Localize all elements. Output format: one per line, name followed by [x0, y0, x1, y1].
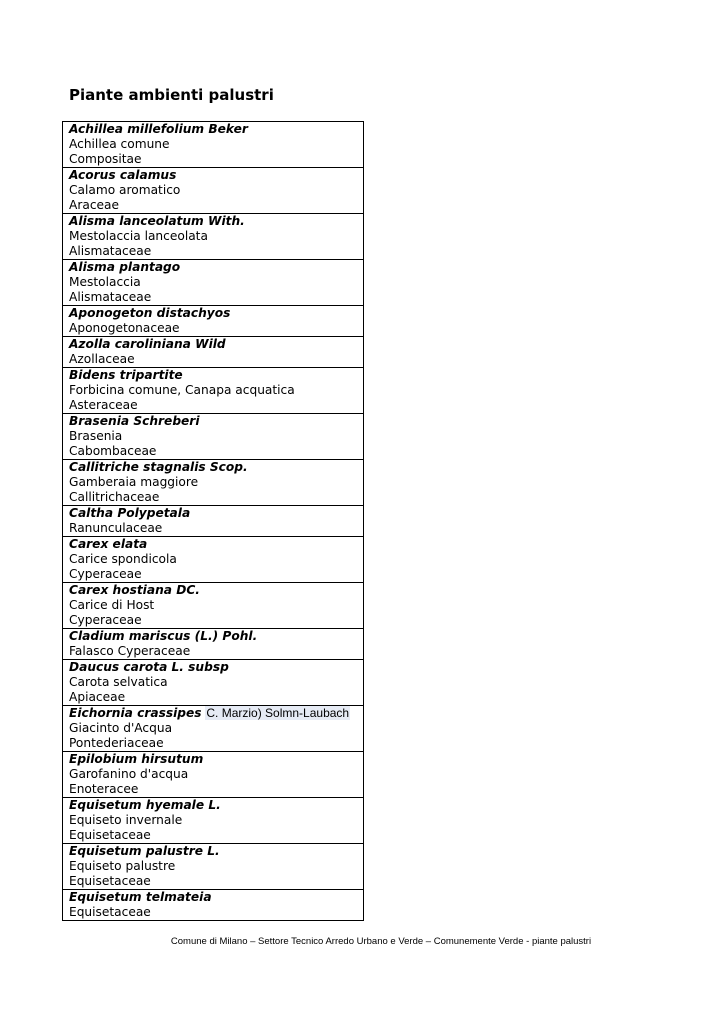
plant-common-name: Carice di Host — [69, 598, 155, 612]
plant-family: Falasco Cyperaceae — [69, 644, 191, 658]
plant-name-line — [69, 752, 363, 767]
plant-name-line — [69, 260, 363, 275]
plant-entry — [63, 336, 363, 367]
plant-common-name: Mestolaccia lanceolata — [69, 229, 208, 243]
plant-scientific-name: Epilobium hirsutum — [69, 752, 204, 766]
plant-family: Cabombaceae — [69, 444, 157, 458]
plant-family: Asteraceae — [69, 398, 138, 412]
plant-name-line — [69, 168, 363, 183]
plant-entry — [63, 843, 363, 889]
footer-text: Comune di Milano – Settore Tecnico Arredo Urbano e Verde – Comunemente Verde - piante palustri — [170, 936, 592, 947]
plant-entry — [63, 536, 363, 582]
plant-name-line — [69, 890, 363, 905]
plant-common-name: Equiseto invernale — [69, 813, 183, 827]
plant-entry — [63, 889, 363, 920]
plant-entry — [63, 628, 363, 659]
plant-name-line — [69, 629, 363, 644]
plant-family: Araceae — [69, 198, 119, 212]
plant-entry — [63, 305, 363, 336]
plant-family: Enoteracee — [69, 782, 139, 796]
plant-family: Cyperaceae — [69, 613, 142, 627]
plant-family: Equisetaceae — [69, 874, 151, 888]
plant-name-line — [69, 122, 363, 137]
plant-scientific-name: Carex elata — [69, 537, 148, 551]
plant-family: Apiaceae — [69, 690, 126, 704]
plant-family: Equisetaceae — [69, 905, 151, 919]
plant-common-name: Gamberaia maggiore — [69, 475, 199, 489]
plant-scientific-name: Equisetum hyemale L. — [69, 798, 221, 812]
plant-scientific-name: Eichornia crassipes — [69, 706, 202, 720]
plant-family: Cyperaceae — [69, 567, 142, 581]
plant-common-name: Equiseto palustre — [69, 859, 176, 873]
plant-scientific-name: Callitriche stagnalis Scop. — [69, 460, 248, 474]
plant-name-line — [69, 706, 363, 721]
plant-common-name: Calamo aromatico — [69, 183, 181, 197]
plant-common-name: Mestolaccia — [69, 275, 141, 289]
plant-family: Equisetaceae — [69, 828, 151, 842]
plant-entry — [63, 751, 363, 797]
plant-family: Alismataceae — [69, 290, 152, 304]
page-title: Piante ambienti palustri — [69, 86, 274, 104]
plant-scientific-name: Alisma plantago — [69, 260, 181, 274]
plant-family: Ranunculaceae — [69, 521, 163, 535]
plant-family: Pontederiaceae — [69, 736, 164, 750]
plant-entry — [63, 797, 363, 843]
plant-entry — [63, 413, 363, 459]
plant-scientific-name: Bidens tripartite — [69, 368, 183, 382]
plant-family: Aponogetonaceae — [69, 321, 180, 335]
plant-author-highlight: C. Marzio) Solmn-Laubach — [206, 706, 350, 720]
plant-scientific-name: Carex hostiana DC. — [69, 583, 200, 597]
plant-scientific-name: Cladium mariscus (L.) Pohl. — [69, 629, 258, 643]
plant-entry — [63, 167, 363, 213]
plant-entry — [63, 367, 363, 413]
plant-scientific-name: Caltha Polypetala — [69, 506, 191, 520]
plant-name-line — [69, 306, 363, 321]
plant-entry — [63, 705, 363, 751]
plant-name-line — [69, 798, 363, 813]
plant-name-line — [69, 660, 363, 675]
plant-entry — [63, 659, 363, 705]
plant-scientific-name: Aponogeton distachyos — [69, 306, 231, 320]
plant-name-line — [69, 460, 363, 475]
plant-common-name: Garofanino d'acqua — [69, 767, 189, 781]
plant-name-line — [69, 844, 363, 859]
plant-entry — [63, 459, 363, 505]
plant-name-line — [69, 337, 363, 352]
plant-entry — [63, 582, 363, 628]
plant-entry — [63, 213, 363, 259]
plant-scientific-name: Brasenia Schreberi — [69, 414, 200, 428]
plant-name-line — [69, 537, 363, 552]
plant-entry — [63, 259, 363, 305]
plant-family: Alismataceae — [69, 244, 152, 258]
plant-family: Azollaceae — [69, 352, 135, 366]
plant-scientific-name: Daucus carota L. subsp — [69, 660, 229, 674]
plant-scientific-name: Equisetum palustre L. — [69, 844, 220, 858]
plant-name-line — [69, 583, 363, 598]
plant-family: Callitrichaceae — [69, 490, 160, 504]
plant-common-name: Achillea comune — [69, 137, 170, 151]
plant-table — [62, 121, 364, 921]
plant-scientific-name: Azolla caroliniana Wild — [69, 337, 226, 351]
plant-name-line — [69, 368, 363, 383]
plant-scientific-name: Achillea millefolium Beker — [69, 122, 248, 136]
plant-entry — [63, 122, 363, 167]
plant-common-name: Giacinto d'Acqua — [69, 721, 173, 735]
page-footer — [0, 936, 724, 948]
plant-common-name: Brasenia — [69, 429, 123, 443]
plant-common-name: Carice spondicola — [69, 552, 177, 566]
plant-entry — [63, 505, 363, 536]
plant-common-name: Forbicina comune, Canapa acquatica — [69, 383, 295, 397]
plant-name-line — [69, 506, 363, 521]
plant-scientific-name: Acorus calamus — [69, 168, 177, 182]
plant-name-line — [69, 414, 363, 429]
plant-scientific-name: Alisma lanceolatum With. — [69, 214, 245, 228]
plant-scientific-name: Equisetum telmateia — [69, 890, 212, 904]
plant-name-line — [69, 214, 363, 229]
plant-family: Compositae — [69, 152, 142, 166]
plant-common-name: Carota selvatica — [69, 675, 168, 689]
